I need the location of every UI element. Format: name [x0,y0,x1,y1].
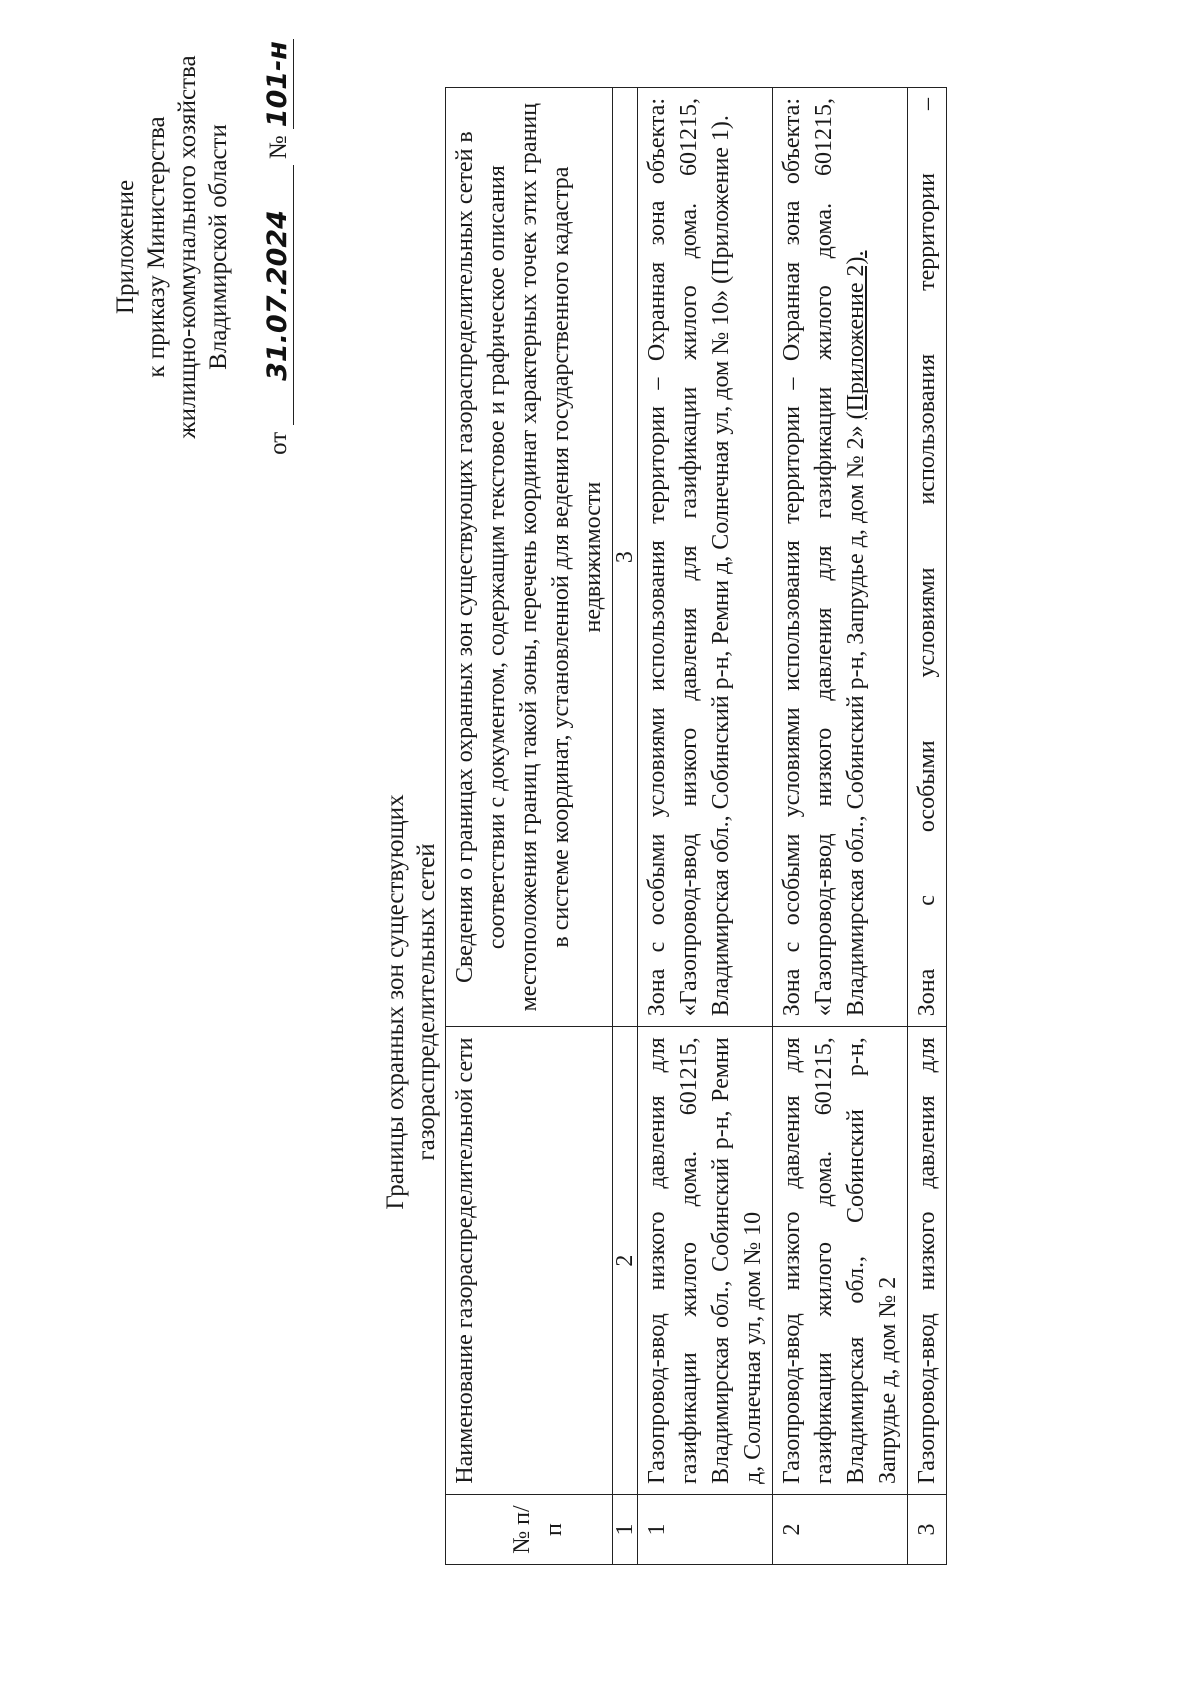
row-zone-info [908,88,947,1027]
column-number-2: 2 [613,1027,638,1495]
row-zone-text: Зона с особыми условиями использования территории – Охранная зона объекта: «Газопровод-ввод низкого давления для газификации жилого дома. 601215, Владимирская обл., Собинский р-н, Ремни д, Солнечная ул, дом № 10» (Приложение 1). [644,98,734,1017]
table-header-row [446,88,613,1565]
handwritten-date: 31.07.2024 [262,166,294,426]
row-network-name: Газопровод-ввод низкого давления для газификации жилого дома. 601215, Владимирская обл., Собинский р-н, Запрудье д, дом № 2 [773,1027,908,1495]
row-zone-text: Зона с особыми условиями использования территории – Охранная зона объекта: «Газопровод-ввод низкого давления для газификации жилого дома. 601215, Владимирская обл., Собинский р-н, Запрудье д, дом № 2» [779,98,869,1017]
row-zone-appendix-ref: (Приложение 2). [843,250,869,420]
appendix-line-1: Приложение [112,179,139,315]
table-row [773,88,908,1565]
column-number-row [613,88,638,1565]
row-zone-info [773,88,908,1027]
row-network-name: Газопровод-ввод низкого давления для [908,1027,947,1495]
handwritten-order-number: 101-н [262,41,293,128]
appendix-line-4: Владимирской области [205,124,232,370]
appendix-line-3: жилищно-коммунального хозяйства [174,55,201,439]
header-network-name: Наименование газораспределительной сети [446,1027,613,1495]
order-date-number [262,37,294,457]
table-row [638,88,773,1565]
table-row [908,88,947,1565]
protection-zones-table [445,87,947,1565]
from-label: от [265,431,292,455]
row-zone-info [638,88,773,1027]
column-number-1: 1 [613,1495,638,1565]
column-number-3: 3 [613,88,638,1027]
row-network-name: Газопровод-ввод низкого давления для газификации жилого дома. 601215, Владимирская обл., Собинский р-н, Ремни д, Солнечная ул, дом № 10 [638,1027,773,1495]
row-number: 1 [638,1495,773,1565]
document-title [380,657,442,1347]
row-number: 3 [908,1495,947,1565]
row-zone-text: Зона с особыми условиями использования территории – [914,98,940,1017]
title-line-1: Границы охранных зон существующих [382,794,409,1210]
appendix-header [110,37,234,457]
header-number: № п/п [446,1495,613,1565]
header-zone-info: Сведения о границах охранных зон существующих газораспределительных сетей в соответствии с документом, содержащим текстовое и графическое описания местоположения границ такой зоны, перечень координат характерных точек этих границ в системе координат, установленной для ведения государственного кадастра недвижимости [446,88,613,1027]
title-line-2: газораспределительных сетей [413,843,440,1161]
appendix-line-2: к приказу Министерства [143,116,170,378]
number-label: № [265,135,292,160]
row-number: 2 [773,1495,908,1565]
